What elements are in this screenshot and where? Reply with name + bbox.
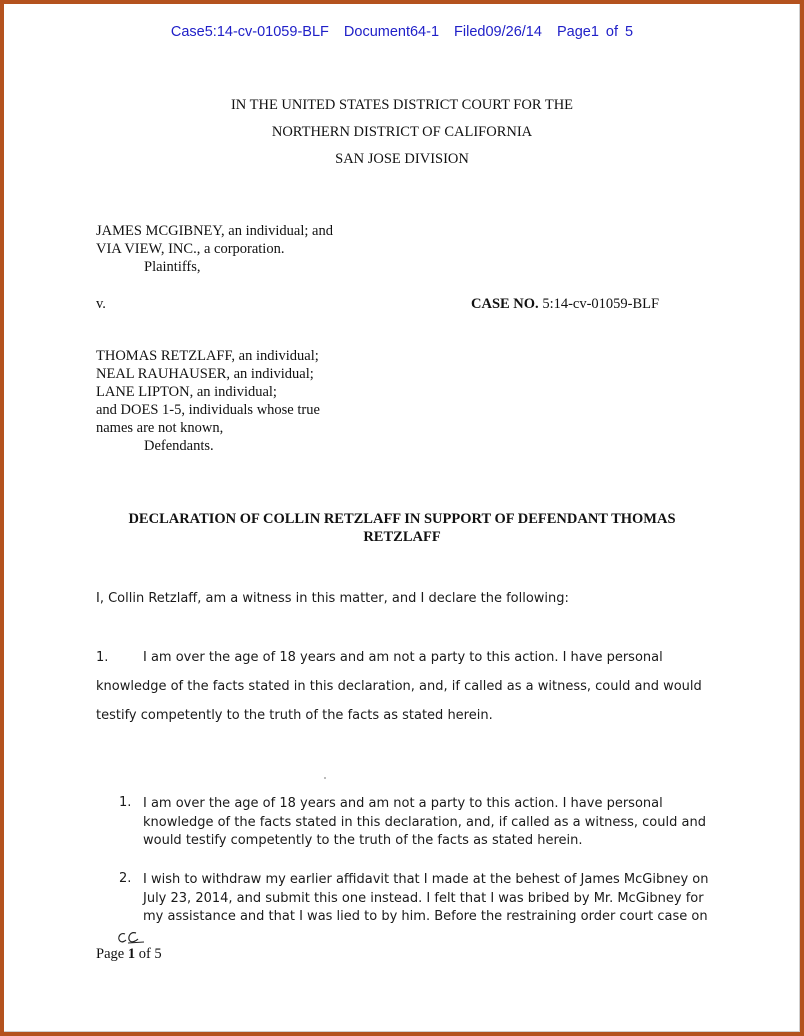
header-document: Document64-1 (343, 24, 440, 40)
list-number: 2. (119, 871, 132, 886)
paragraph-line: testify competently to the truth of the facts as stated herein. (96, 708, 493, 723)
plaintiff-line: VIA VIEW, INC., a corporation. (96, 241, 285, 257)
list-item-line: I wish to withdraw my earlier affidavit that I made at the behest of James McGibney on (143, 872, 709, 887)
case-number-value: 5:14-cv-01059-BLF (542, 296, 660, 312)
defendant-line: THOMAS RETZLAFF, an individual; (96, 348, 319, 364)
page-footer (96, 946, 162, 963)
defendants-role: Defendants. (144, 438, 214, 454)
footer-page-number: 1 (127, 946, 136, 962)
footer-page-label: Page (96, 946, 125, 962)
plaintiffs-block (96, 222, 333, 276)
defendant-line: NEAL RAUHAUSER, an individual; (96, 366, 314, 382)
list-item-line: my assistance and that I was lied to by him. Before the restraining order court case on (143, 909, 708, 924)
list-item-line: would testify competently to the truth of the facts as stated herein. (143, 833, 583, 848)
scan-speck (324, 777, 326, 779)
paragraph-line: knowledge of the facts stated in this declaration, and, if called as a witness, could and would (96, 679, 702, 694)
defendants-block (96, 347, 320, 455)
defendant-line: names are not known, (96, 420, 224, 436)
list-item (143, 795, 706, 851)
list-item-line: I am over the age of 18 years and am not a party to this action. I have personal (143, 796, 663, 811)
declaration-title (96, 510, 708, 546)
paragraph-line: I am over the age of 18 years and am not a party to this action. I have personal (143, 650, 663, 665)
versus: v. (96, 296, 106, 312)
defendant-line: and DOES 1-5, individuals whose true (96, 402, 320, 418)
case-number (471, 296, 659, 313)
declaration-title-line1: DECLARATION OF COLLIN RETZLAFF IN SUPPORT OF DEFENDANT THOMAS (128, 511, 676, 527)
court-name-line2: NORTHERN DISTRICT OF CALIFORNIA (271, 124, 533, 140)
court-name-line1: IN THE UNITED STATES DISTRICT COURT FOR THE (230, 97, 574, 113)
header-case: Case5:14-cv-01059-BLF (170, 24, 329, 40)
intro-statement: I, Collin Retzlaff, am a witness in this matter, and I declare the following: (96, 591, 569, 606)
defendant-line: LANE LIPTON, an individual; (96, 384, 277, 400)
ecf-header (0, 24, 804, 40)
declaration-title-line2: RETZLAFF (363, 529, 441, 545)
footer-page-total: of 5 (138, 946, 162, 962)
handwritten-initials (116, 930, 146, 946)
header-page: Page1 of 5 (556, 24, 634, 40)
plaintiff-line: JAMES MCGIBNEY, an individual; and (96, 223, 333, 239)
list-item (143, 871, 708, 927)
list-item-line: July 23, 2014, and submit this one instead. I felt that I was bribed by Mr. McGibney for (143, 890, 704, 906)
plaintiffs-role: Plaintiffs, (144, 259, 201, 275)
list-item-line: knowledge of the facts stated in this declaration, and, if called as a witness, could and (143, 814, 706, 830)
case-number-label: CASE NO. (471, 296, 539, 312)
header-filed: Filed09/26/14 (454, 24, 542, 40)
list-number: 1. (119, 795, 132, 810)
court-division: SAN JOSE DIVISION (335, 151, 469, 167)
paragraph-number: 1. (96, 650, 109, 665)
